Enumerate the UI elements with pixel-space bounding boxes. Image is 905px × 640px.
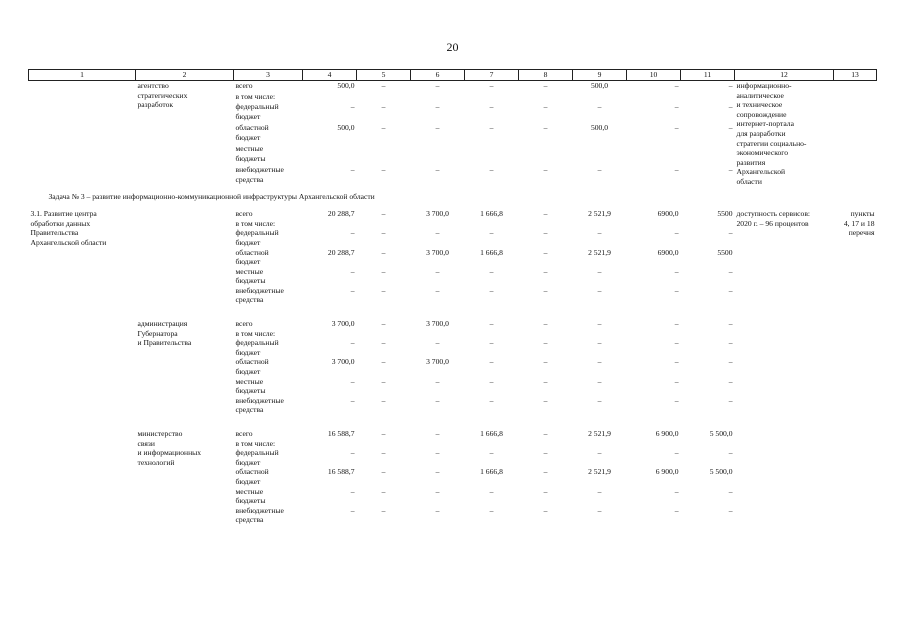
amount-cell: 2 521,9 <box>588 247 611 257</box>
amount-cell <box>465 92 519 103</box>
amount-cell: 5500 <box>717 247 733 257</box>
funding-source: федеральный бюджет <box>235 228 279 247</box>
amount-cell: – <box>489 102 494 112</box>
amount-cell: – <box>674 266 679 276</box>
expected-result: информационно- аналитическое и техническое сопровождение интернет-портала для разработки стратегии социально- экономического развития Архангельской области <box>736 81 807 186</box>
activity-name <box>29 319 136 415</box>
amount-cell: – <box>597 319 602 329</box>
gap-cell <box>29 415 877 429</box>
amount-cell: – <box>597 395 602 405</box>
funding-source: внебюджетные средства <box>235 505 284 525</box>
amount-cell: – <box>543 429 548 438</box>
funding-source: местные бюджеты <box>235 266 266 286</box>
table-body <box>29 81 877 525</box>
column-header: 13 <box>834 70 877 81</box>
amount-cell: – <box>489 448 494 458</box>
amount-cell: – <box>381 505 386 515</box>
activity-name <box>29 429 136 525</box>
amount-cell: – <box>350 448 355 458</box>
amount-cell <box>303 439 357 449</box>
amount-cell: – <box>350 266 355 276</box>
group-gap <box>29 415 877 429</box>
amount-cell <box>411 144 465 165</box>
amount-cell: 500,0 <box>337 123 355 133</box>
amount-cell: – <box>381 429 386 438</box>
funding-source: всего <box>235 209 253 219</box>
amount-cell: – <box>435 338 440 348</box>
amount-cell: – <box>489 81 494 90</box>
amount-cell: – <box>489 123 494 133</box>
amount-cell: – <box>381 266 386 276</box>
task-heading-cell <box>29 187 877 210</box>
amount-cell: – <box>674 319 679 329</box>
amount-cell: – <box>381 448 386 458</box>
executor-name <box>136 209 234 305</box>
amount-cell: 1 666,8 <box>480 209 503 219</box>
amount-cell: – <box>350 505 355 515</box>
task-heading-row <box>29 187 877 210</box>
amount-cell <box>303 329 357 339</box>
funding-source: федеральный бюджет <box>235 102 279 121</box>
amount-cell: – <box>435 486 440 496</box>
amount-cell: – <box>674 357 679 367</box>
amount-cell <box>411 219 465 229</box>
funding-source: федеральный бюджет <box>235 448 279 467</box>
amount-cell: – <box>543 319 548 329</box>
amount-cell: – <box>381 395 386 405</box>
funding-source: всего <box>235 319 253 329</box>
amount-cell: – <box>435 376 440 386</box>
amount-cell <box>519 219 573 229</box>
amount-cell: 500,0 <box>590 81 609 90</box>
amount-cell: – <box>543 505 548 515</box>
amount-cell <box>627 219 681 229</box>
funding-source: местные бюджеты <box>235 144 266 163</box>
amount-cell: – <box>381 165 386 175</box>
amount-cell: – <box>728 376 733 386</box>
funding-source: областной бюджет <box>235 247 269 267</box>
activity-name <box>29 81 136 187</box>
amount-cell: – <box>597 228 602 238</box>
page-number: 20 <box>446 40 459 54</box>
amount-cell: – <box>674 338 679 348</box>
table-row <box>29 209 877 219</box>
amount-cell: – <box>381 123 386 133</box>
amount-cell: – <box>489 266 494 276</box>
column-header: 5 <box>357 70 411 81</box>
amount-cell: 6900,0 <box>657 209 679 219</box>
amount-cell: – <box>489 285 494 295</box>
amount-cell: – <box>674 228 679 238</box>
amount-cell: – <box>381 319 386 329</box>
activity-name: 3.1. Развитие центра обработки данных Правительства Архангельской области <box>30 209 107 247</box>
expected-result <box>735 319 834 415</box>
amount-cell: 16 588,7 <box>327 429 355 438</box>
amount-cell: – <box>674 81 679 90</box>
executor-name: агентство стратегических разработок <box>137 81 188 110</box>
funding-source: внебюджетные средства <box>235 165 284 185</box>
amount-cell: – <box>674 505 679 515</box>
amount-cell: – <box>489 165 494 175</box>
amount-cell <box>357 439 411 449</box>
amount-cell: – <box>728 285 733 295</box>
amount-cell: – <box>597 486 602 496</box>
amount-cell: – <box>381 228 386 238</box>
amount-cell <box>573 439 627 449</box>
amount-cell: – <box>489 228 494 238</box>
amount-cell: – <box>728 395 733 405</box>
funding-source: областной бюджет <box>235 467 269 486</box>
amount-cell: 3 700,0 <box>426 357 449 367</box>
amount-cell <box>573 219 627 229</box>
amount-cell: – <box>435 165 440 175</box>
amount-cell: 1 666,8 <box>480 247 503 257</box>
amount-cell <box>573 144 627 165</box>
amount-cell <box>357 92 411 103</box>
amount-cell: – <box>489 486 494 496</box>
amount-cell: 20 288,7 <box>327 247 355 257</box>
funding-source: федеральный бюджет <box>235 338 279 357</box>
amount-cell: – <box>350 165 355 175</box>
amount-cell <box>411 329 465 339</box>
amount-cell: – <box>350 285 355 295</box>
amount-cell <box>357 144 411 165</box>
amount-cell: – <box>543 486 548 496</box>
amount-cell: – <box>728 486 733 496</box>
amount-cell: – <box>435 102 440 112</box>
amount-cell: – <box>728 228 733 238</box>
column-number-row <box>29 70 877 81</box>
amount-cell <box>465 219 519 229</box>
amount-cell: – <box>728 81 733 90</box>
reference-note: пункты 4, 17 и 18 перечня <box>843 209 875 238</box>
amount-cell <box>627 92 681 103</box>
amount-cell: – <box>543 266 548 276</box>
amount-cell: – <box>381 486 386 496</box>
amount-cell: – <box>674 448 679 458</box>
funding-source: областной бюджет <box>235 123 269 142</box>
amount-cell: – <box>489 357 494 367</box>
amount-cell: – <box>543 376 548 386</box>
amount-cell <box>627 144 681 165</box>
reference-note <box>834 81 877 187</box>
amount-cell: – <box>728 319 733 329</box>
amount-cell: – <box>435 429 440 438</box>
amount-cell <box>573 329 627 339</box>
amount-cell: – <box>543 395 548 405</box>
amount-cell: – <box>350 376 355 386</box>
amount-cell: – <box>543 448 548 458</box>
table-row <box>29 81 877 92</box>
amount-cell: – <box>489 338 494 348</box>
amount-cell: – <box>435 467 440 477</box>
amount-cell: – <box>543 123 548 133</box>
amount-cell: – <box>489 376 494 386</box>
task-heading: Задача № 3 – развитие информационно-коммуникационной инфраструктуры Архангельской области <box>48 191 375 201</box>
funding-source: внебюджетные средства <box>235 285 284 305</box>
funding-source: в том числе: <box>235 218 276 228</box>
amount-cell: – <box>350 228 355 238</box>
amount-cell <box>303 92 357 103</box>
column-header: 3 <box>234 70 303 81</box>
amount-cell <box>681 329 735 339</box>
amount-cell: – <box>381 285 386 295</box>
amount-cell <box>303 144 357 165</box>
amount-cell: 2 521,9 <box>588 209 611 219</box>
amount-cell <box>519 92 573 103</box>
amount-cell: – <box>674 165 679 175</box>
funding-source: всего <box>235 429 253 438</box>
funding-source: областной бюджет <box>235 357 269 377</box>
amount-cell: – <box>489 395 494 405</box>
amount-cell: – <box>674 486 679 496</box>
amount-cell: 16 588,7 <box>327 467 355 477</box>
amount-cell: – <box>489 319 494 329</box>
amount-cell: – <box>728 338 733 348</box>
amount-cell <box>627 439 681 449</box>
column-header: 4 <box>303 70 357 81</box>
amount-cell: 2 521,9 <box>588 467 611 477</box>
amount-cell <box>573 92 627 103</box>
amount-cell <box>519 329 573 339</box>
amount-cell: – <box>381 467 386 477</box>
amount-cell <box>411 439 465 449</box>
amount-cell: 3 700,0 <box>426 209 449 219</box>
amount-cell: – <box>728 505 733 515</box>
amount-cell: – <box>435 285 440 295</box>
amount-cell: – <box>597 376 602 386</box>
amount-cell <box>357 219 411 229</box>
amount-cell: – <box>381 247 386 257</box>
amount-cell: – <box>381 102 386 112</box>
table-row <box>29 429 877 439</box>
amount-cell: – <box>543 247 548 257</box>
funding-source: внебюджетные средства <box>235 395 284 415</box>
amount-cell: 6 900,0 <box>655 467 679 477</box>
amount-cell: – <box>674 123 679 133</box>
amount-cell: 5 500,0 <box>709 429 733 438</box>
column-header: 1 <box>29 70 136 81</box>
column-header: 8 <box>519 70 573 81</box>
reference-note <box>834 319 877 415</box>
amount-cell: – <box>674 395 679 405</box>
column-header: 2 <box>136 70 234 81</box>
funding-source: в том числе: <box>235 328 276 338</box>
amount-cell: 500,0 <box>590 123 609 133</box>
amount-cell: – <box>597 266 602 276</box>
amount-cell <box>465 439 519 449</box>
amount-cell: 3 700,0 <box>331 357 355 367</box>
funding-source: в том числе: <box>235 91 276 101</box>
amount-cell: 6 900,0 <box>655 429 679 438</box>
amount-cell: – <box>381 338 386 348</box>
funding-source: в том числе: <box>235 438 276 448</box>
amount-cell: 2 521,9 <box>588 429 611 438</box>
expected-result: доступность сервисов: 2020 г. – 96 процентов <box>736 209 811 228</box>
amount-cell: 3 700,0 <box>331 319 355 329</box>
column-header: 9 <box>573 70 627 81</box>
amount-cell: 20 288,7 <box>327 209 355 219</box>
amount-cell <box>519 439 573 449</box>
amount-cell: – <box>435 505 440 515</box>
amount-cell: – <box>543 285 548 295</box>
amount-cell: – <box>435 448 440 458</box>
amount-cell <box>681 144 735 165</box>
amount-cell: 3 700,0 <box>426 247 449 257</box>
amount-cell: – <box>435 123 440 133</box>
budget-table <box>28 69 877 525</box>
column-header: 6 <box>411 70 465 81</box>
amount-cell: – <box>350 486 355 496</box>
amount-cell: 1 666,8 <box>480 467 503 477</box>
column-header: 11 <box>681 70 735 81</box>
table-row <box>29 319 877 329</box>
amount-cell: – <box>543 165 548 175</box>
amount-cell: 6900,0 <box>657 247 679 257</box>
amount-cell <box>519 144 573 165</box>
amount-cell: – <box>543 467 548 477</box>
amount-cell: – <box>597 102 602 112</box>
amount-cell: – <box>435 395 440 405</box>
funding-source: всего <box>235 81 253 90</box>
amount-cell <box>465 329 519 339</box>
amount-cell <box>681 92 735 103</box>
amount-cell <box>465 144 519 165</box>
amount-cell: – <box>435 266 440 276</box>
amount-cell: – <box>543 338 548 348</box>
amount-cell: – <box>381 376 386 386</box>
amount-cell: 1 666,8 <box>480 429 503 438</box>
amount-cell: – <box>728 266 733 276</box>
amount-cell: – <box>674 285 679 295</box>
amount-cell: – <box>597 505 602 515</box>
reference-note <box>834 429 877 525</box>
amount-cell: – <box>674 102 679 112</box>
amount-cell: – <box>728 102 733 112</box>
amount-cell: 5 500,0 <box>709 467 733 477</box>
amount-cell: – <box>435 81 440 90</box>
executor-name: администрация Губернатора и Правительства <box>137 319 192 348</box>
funding-source: местные бюджеты <box>235 486 266 506</box>
amount-cell <box>681 439 735 449</box>
amount-cell: – <box>597 338 602 348</box>
amount-cell: – <box>597 165 602 175</box>
amount-cell <box>627 329 681 339</box>
amount-cell <box>357 329 411 339</box>
amount-cell: – <box>597 448 602 458</box>
amount-cell: – <box>543 209 548 219</box>
gap-cell <box>29 305 877 319</box>
amount-cell: – <box>381 357 386 367</box>
amount-cell <box>681 219 735 229</box>
amount-cell <box>303 219 357 229</box>
amount-cell: – <box>543 228 548 238</box>
amount-cell: – <box>381 81 386 90</box>
amount-cell: 3 700,0 <box>426 319 449 329</box>
amount-cell: – <box>543 357 548 367</box>
amount-cell: 5500 <box>717 209 733 219</box>
amount-cell: – <box>674 376 679 386</box>
amount-cell: – <box>350 102 355 112</box>
column-header: 12 <box>735 70 834 81</box>
amount-cell: – <box>728 357 733 367</box>
executor-name: министерство связи и информационных технологий <box>137 429 202 467</box>
expected-result <box>735 429 834 525</box>
group-gap <box>29 305 877 319</box>
amount-cell: – <box>435 228 440 238</box>
amount-cell <box>411 92 465 103</box>
amount-cell: – <box>728 448 733 458</box>
amount-cell: – <box>489 505 494 515</box>
amount-cell: 500,0 <box>337 81 355 90</box>
amount-cell: – <box>381 209 386 219</box>
amount-cell: – <box>350 338 355 348</box>
amount-cell: – <box>597 357 602 367</box>
amount-cell: – <box>728 165 733 175</box>
amount-cell: – <box>350 395 355 405</box>
column-header: 7 <box>465 70 519 81</box>
amount-cell: – <box>728 123 733 133</box>
column-header: 10 <box>627 70 681 81</box>
funding-source: местные бюджеты <box>235 376 266 396</box>
amount-cell: – <box>597 285 602 295</box>
amount-cell: – <box>543 102 548 112</box>
amount-cell: – <box>543 81 548 90</box>
